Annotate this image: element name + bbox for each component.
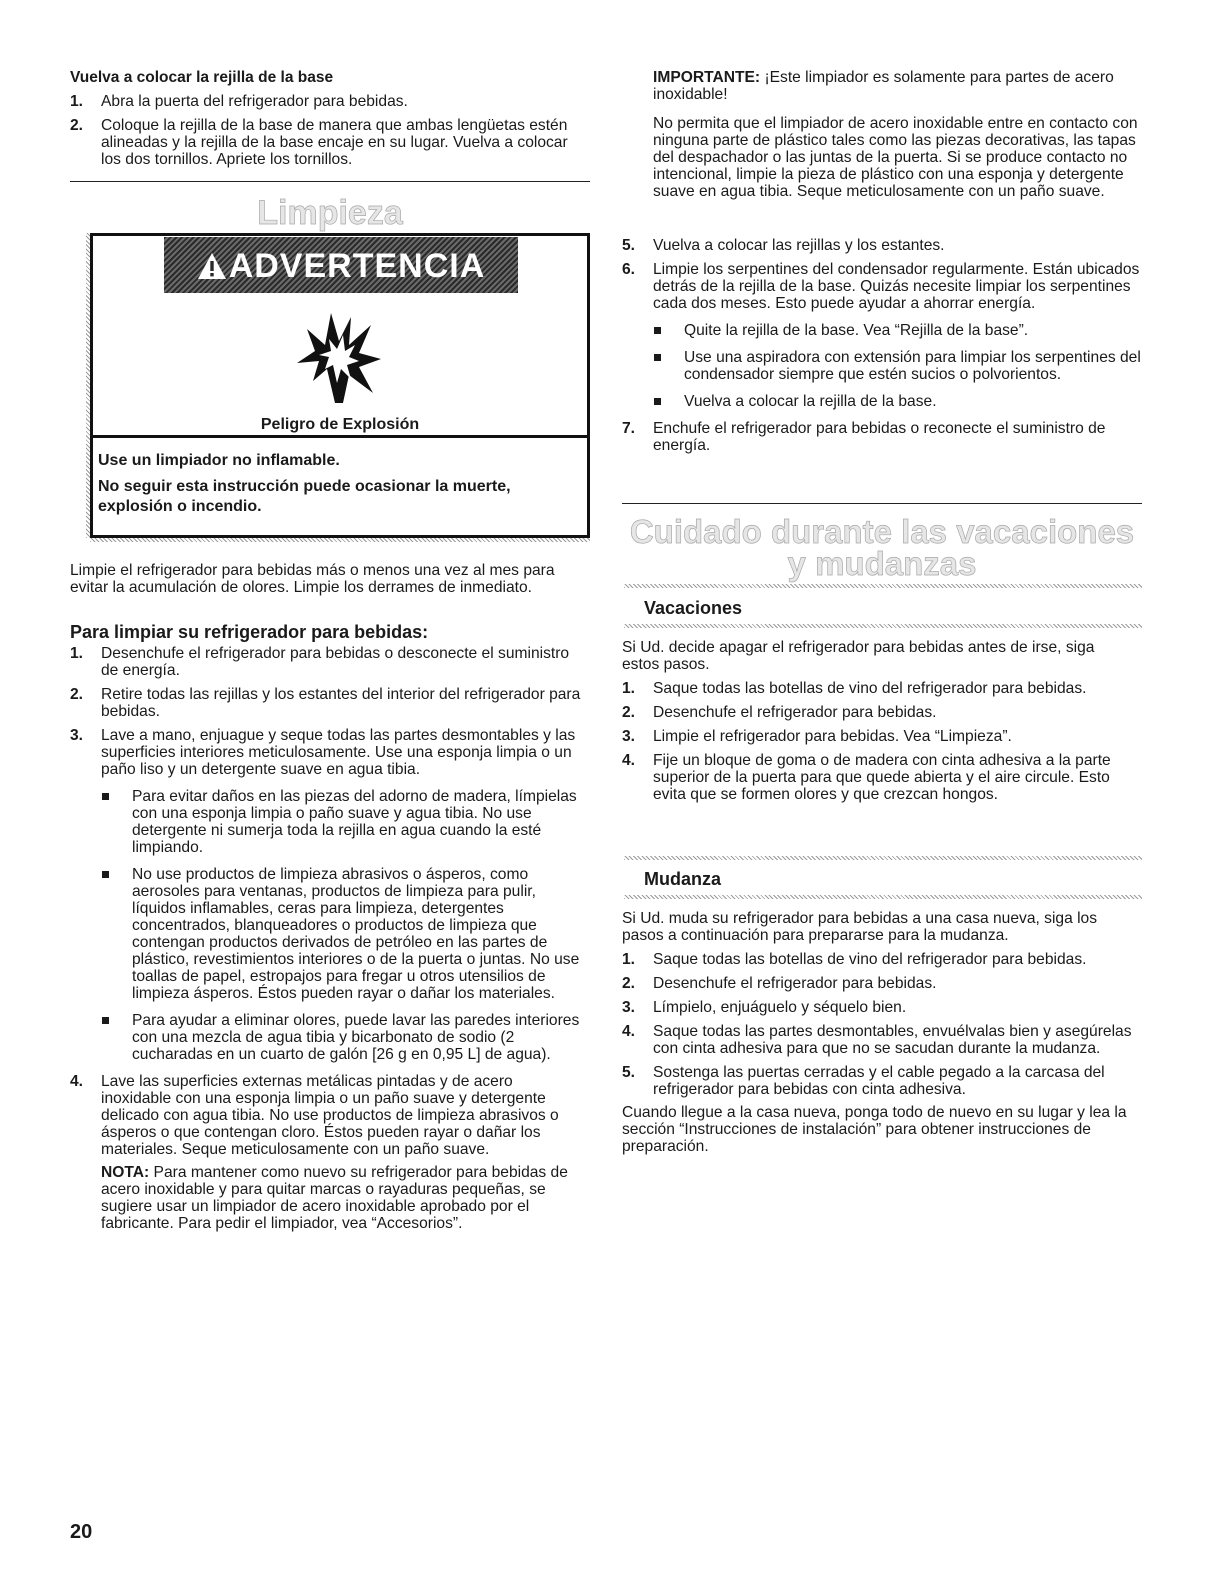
section-title-limpieza: Limpieza — [257, 194, 403, 232]
list-item: Para evitar daños en las piezas del adorno de madera, límpielas con una esponja limpia o paño suave y agua tibia. No use detergente ni sumerja toda la rejilla en agua cuando la esté limpiando. — [101, 788, 582, 856]
list-item: 3. Lave a mano, enjuague y seque todas las partes desmontables y las superficies interiores meticulosamente. Use una esponja limpia o un paño liso y un detergente suave en agua tibia. Para evitar daños en las piezas del adorno de madera, límpielas con una esponja limpia o paño suave y agua tibia. No use detergente ni sumerja toda la rejilla en agua cuando la esté limpiando. No use productos de limpieza abrasivos o ásperos, como aerosoles para ventanas, productos de limpieza para pulir, líquidos inflamables, ceras para limpieza, detergentes concentrados, blanqueadores o productos de limpieza que contengan productos derivados de petróleo en las partes de plástico, revestimientos interiores o de la puerta o juntas. No use toallas de papel, estropajos para fregar u otros utensilios de limpieza ásperos. Éstos pueden rayar o dañar los materiales. Para ayudar a eliminar olores, puede lavar las paredes interiores con una mezcla de agua tibia y bicarbonato de sodio (2 cucharadas en un cuarto de galón [26 g en 0,95 L] de agua). — [70, 727, 582, 1063]
warning-box — [90, 233, 590, 538]
important-note: IMPORTANTE: ¡Este limpiador es solamente para partes de acero inoxidable! — [653, 69, 1114, 103]
list-item: 2. Coloque la rejilla de la base de manera que ambas lengüetas estén alineadas y la rejilla de la base encaje en su lugar. Vuelva a colocar los dos tornillos. Apriete los tornillos. — [70, 117, 568, 168]
list-item: Vuelva a colocar la rejilla de la base. — [653, 393, 1142, 410]
subsection-title-rejilla: Vuelva a colocar la rejilla de la base — [70, 69, 334, 86]
warning-triangle-icon — [197, 252, 227, 280]
warning-line-1: Use un limpiador no inflamable. — [98, 452, 340, 469]
coil-bullets — [653, 322, 1142, 410]
cleaning-steps-title: Para limpiar su refrigerador para bebidas: — [70, 622, 429, 642]
list-item: 4. Fije un bloque de goma o de madera con cinta adhesiva a la parte superior de la puerta para que quede abierta y el aire circule. Esto evita que se formen olores y que crezcan hongos. — [622, 752, 1111, 803]
list-item: Use una aspiradora con extensión para limpiar los serpentines del condensador siempre que estén sucios o polvorientos. — [653, 349, 1142, 383]
list-item: 3. Limpie el refrigerador para bebidas. Vea “Limpieza”. — [622, 728, 1012, 745]
mudanza-steps — [622, 951, 1134, 1098]
cleaning-bullets — [101, 788, 582, 1063]
list-item: 1. Desenchufe el refrigerador para bebidas o desconecte el suministro de energía. — [70, 645, 570, 679]
divider — [70, 181, 590, 182]
list-item: 1. Saque todas las botellas de vino del refrigerador para bebidas. — [622, 680, 1087, 697]
hazard-title: Peligro de Explosión — [260, 416, 420, 433]
cleaning-intro: Limpie el refrigerador para bebidas más o menos una vez al mes para evitar la acumulación de olores. Limpie los derrames de inmediato. — [70, 562, 555, 596]
list-item: 5. Vuelva a colocar las rejillas y los estantes. — [622, 237, 945, 254]
note: NOTA: Para mantener como nuevo su refrigerador para bebidas de acero inoxidable y para quitar marcas o rayaduras pequeñas, se sugiere usar un limpiador de acero inoxidable aprobado por el fabricante. Para pedir el limpiador, vea “Accesorios”. — [101, 1164, 568, 1232]
list-item: 3. Límpielo, enjuáguelo y séquelo bien. — [622, 999, 907, 1016]
list-item: 2. Retire todas las rejillas y los estantes del interior del refrigerador para bebidas. — [70, 686, 581, 720]
section-title-vacaciones-mudanzas: Cuidado durante las vacaciones y mudanzas — [629, 513, 1135, 582]
divider — [622, 503, 1142, 504]
list-item: Para ayudar a eliminar olores, puede lavar las paredes interiores con una mezcla de agua tibia y bicarbonato de sodio (2 cucharadas en un cuarto de galón [26 g en 0,95 L] de agua). — [101, 1012, 582, 1063]
cleaning-steps-continued — [622, 237, 1142, 454]
vacaciones-intro: Si Ud. decide apagar el refrigerador para bebidas antes de irse, siga estos pasos. — [622, 639, 1095, 673]
important-paragraph: No permita que el limpiador de acero inoxidable entre en contacto con ninguna parte de plástico tales como las piezas decorativas, las tapas del despachador o las juntas de la puerta. Si se produce contacto no intencional, limpie la pieza de plástico con una esponja y detergente suave en agua tibia. Seque meticulosamente con un paño suave. — [653, 115, 1138, 200]
vacaciones-steps — [622, 680, 1134, 803]
list-item: 1. Abra la puerta del refrigerador para bebidas. — [70, 93, 408, 110]
divider-hatched — [624, 895, 1142, 899]
warning-header — [164, 237, 518, 293]
mudanza-outro: Cuando llegue a la casa nueva, ponga todo de nuevo en su lugar y lea la sección “Instrucciones de instalación” para obtener instrucciones de preparación. — [622, 1104, 1127, 1155]
divider-hatched — [624, 624, 1142, 628]
mudanza-intro: Si Ud. muda su refrigerador para bebidas a una casa nueva, siga los pasos a continuación para prepararse para la mudanza. — [622, 910, 1098, 944]
list-item: 7. Enchufe el refrigerador para bebidas o reconecte el suministro de energía. — [622, 420, 1106, 454]
list-item: 2. Desenchufe el refrigerador para bebidas. — [622, 704, 937, 721]
vacaciones-title: Vacaciones — [644, 598, 743, 618]
list-item: 1. Saque todas las botellas de vino del refrigerador para bebidas. — [622, 951, 1087, 968]
divider-hatched — [624, 856, 1142, 860]
warning-line-2: No seguir esta instrucción puede ocasionar la muerte, explosión o incendio. — [98, 478, 511, 515]
cleaning-steps — [70, 645, 582, 1232]
mudanza-title: Mudanza — [644, 869, 722, 889]
list-item: 6. Limpie los serpentines del condensador regularmente. Están ubicados detrás de la rejilla de la base. Quizás necesite limpiar los serpentines cada dos meses. Esto puede ayudar a ahorrar energía. Quite la rejilla de la base. Vea “Rejilla de la base”. Use una aspiradora con extensión para limpiar los serpentines del condensador siempre que estén sucios o polvorientos. Vuelva a colocar la rejilla de la base. — [622, 261, 1141, 410]
explosion-icon — [293, 311, 383, 411]
list-item: No use productos de limpieza abrasivos o ásperos, como aerosoles para ventanas, productos de limpieza para pulir, líquidos inflamables, ceras para limpieza, detergentes concentrados, blanqueadores o productos de limpieza que contengan productos derivados de petróleo en las partes de plástico, revestimientos interiores o de la puerta o juntas. No use toallas de papel, estropajos para fregar u otros utensilios de limpieza ásperos. Éstos pueden rayar o dañar los materiales. — [101, 866, 582, 1002]
list-item: 4. Saque todas las partes desmontables, envuélvalas bien y asegúrelas con cinta adhesiva para que no se sacudan durante la mudanza. — [622, 1023, 1132, 1057]
list-item: 5. Sostenga las puertas cerradas y el cable pegado a la carcasa del refrigerador para bebidas con cinta adhesiva. — [622, 1064, 1105, 1098]
divider-hatched — [624, 584, 1142, 588]
page-number: 20 — [70, 1521, 93, 1543]
list-item: 2. Desenchufe el refrigerador para bebidas. — [622, 975, 937, 992]
rejilla-steps — [70, 93, 590, 175]
warning-title: ADVERTENCIA — [228, 247, 486, 285]
list-item: 4. Lave las superficies externas metálicas pintadas y de acero inoxidable con una esponja limpia o un paño suave y detergente delicado con agua tibia. No use productos de limpieza abrasivos o ásperos o que contengan cloro. Éstos pueden rayar o dañar los materiales. Seque meticulosamente con un paño suave. NOTA: Para mantener como nuevo su refrigerador para bebidas de acero inoxidable y para quitar marcas o rayaduras pequeñas, se sugiere usar un limpiador de acero inoxidable aprobado por el fabricante. Para pedir el limpiador, vea “Accesorios”. — [70, 1073, 582, 1232]
list-item: Quite la rejilla de la base. Vea “Rejilla de la base”. — [653, 322, 1142, 339]
